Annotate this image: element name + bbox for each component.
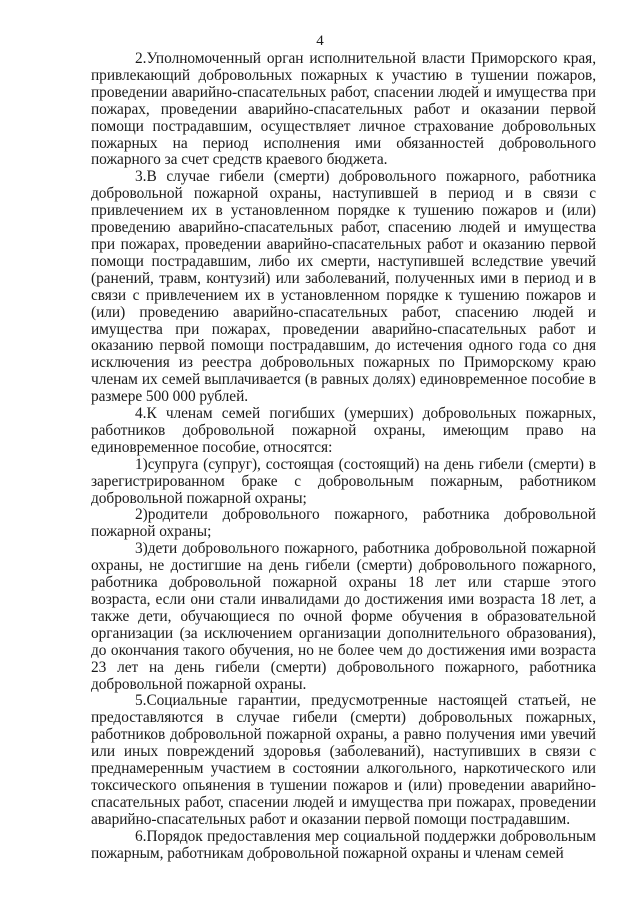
paragraph-6: 6.Порядок предоставления мер социальной поддержки добровольным пожарным, работникам добровольной пожарной охраны и членам семей xyxy=(91,827,596,862)
paragraph-5: 5.Социальные гарантии, предусмотренные настоящей статьей, не предоставляются в случае гибели (смерти) добровольных пожарных, работников добровольной пожарной охраны, а равно получения ими увечий или иных повреждений здоровья (заболеваний), наступивших в связи с преднамеренным участием в состоянии алкогольного, наркотического или токсического опьянения в тушении пожаров и (или) проведении аварийно-спасательных работ, спасении людей и имущества при пожарах, проведении аварийно-спасательных работ и оказании первой помощи пострадавшим. xyxy=(91,692,596,828)
list-item-3: 3)дети добровольного пожарного, работника добровольной пожарной охраны, не достигшие на день гибели (смерти) добровольного пожарного, работника добровольной пожарной охраны 18 лет или старше этого возраста, если они стали инвалидами до достижения ими возраста 18 лет, а также дети, обучающиеся по очной форме обучения в образовательной организации (за исключением организации дополнительного образования), до окончания такого обучения, но не более чем до достижения ими возраста 23 лет на день гибели (смерти) добровольного пожарного, работника добровольной пожарной охраны. xyxy=(91,540,596,693)
paragraph-4: 4.К членам семей погибших (умерших) добровольных пожарных, работников добровольной пожарной охраны, имеющим право на единовременное пособие, относятся: xyxy=(91,405,596,456)
page-number: 4 xyxy=(316,33,324,49)
list-item-2: 2)родители добровольного пожарного, работника добровольной пожарной охраны; xyxy=(91,506,596,541)
paragraph-2: 2.Уполномоченный орган исполнительной власти Приморского края, привлекающий добровольных пожарных к участию в тушении пожаров, проведении аварийно-спасательных работ, спасении людей и имущества при пожарах, проведении аварийно-спасательных работ и оказании первой помощи пострадавшим, осуществляет личное страхование добровольных пожарных на период исполнения ими обязанностей добровольного пожарного за счет средств краевого бюджета. xyxy=(91,50,596,169)
document-body xyxy=(91,51,596,863)
list-item-1: 1)супруга (супруг), состоящая (состоящий) на день гибели (смерти) в зарегистрированном браке с добровольным пожарным, работником добровольной пожарной охраны; xyxy=(91,455,596,507)
paragraph-3: 3.В случае гибели (смерти) добровольного пожарного, работника добровольной пожарной охраны, наступившей в период и в связи с привлечением их в установленном порядке к тушению пожаров и (или) проведению аварийно-спасательных работ, спасению людей и имущества при пожарах, проведении аварийно-спасательных работ и оказанию первой помощи пострадавшим, либо их смерти, наступившей вследствие увечий (ранений, травм, контузий) или заболеваний, полученных ими в период и в связи с привлечением их в установленном порядке к тушению пожаров и (или) проведению аварийно-спасательных работ, спасению людей и имущества при пожарах, проведении аварийно-спасательных работ и оказанию первой помощи пострадавшим, до истечения одного года со дня исключения из реестра добровольных пожарных по Приморскому краю членам их семей выплачивается (в равных долях) единовременное пособие в размере 500 000 рублей. xyxy=(91,168,596,406)
